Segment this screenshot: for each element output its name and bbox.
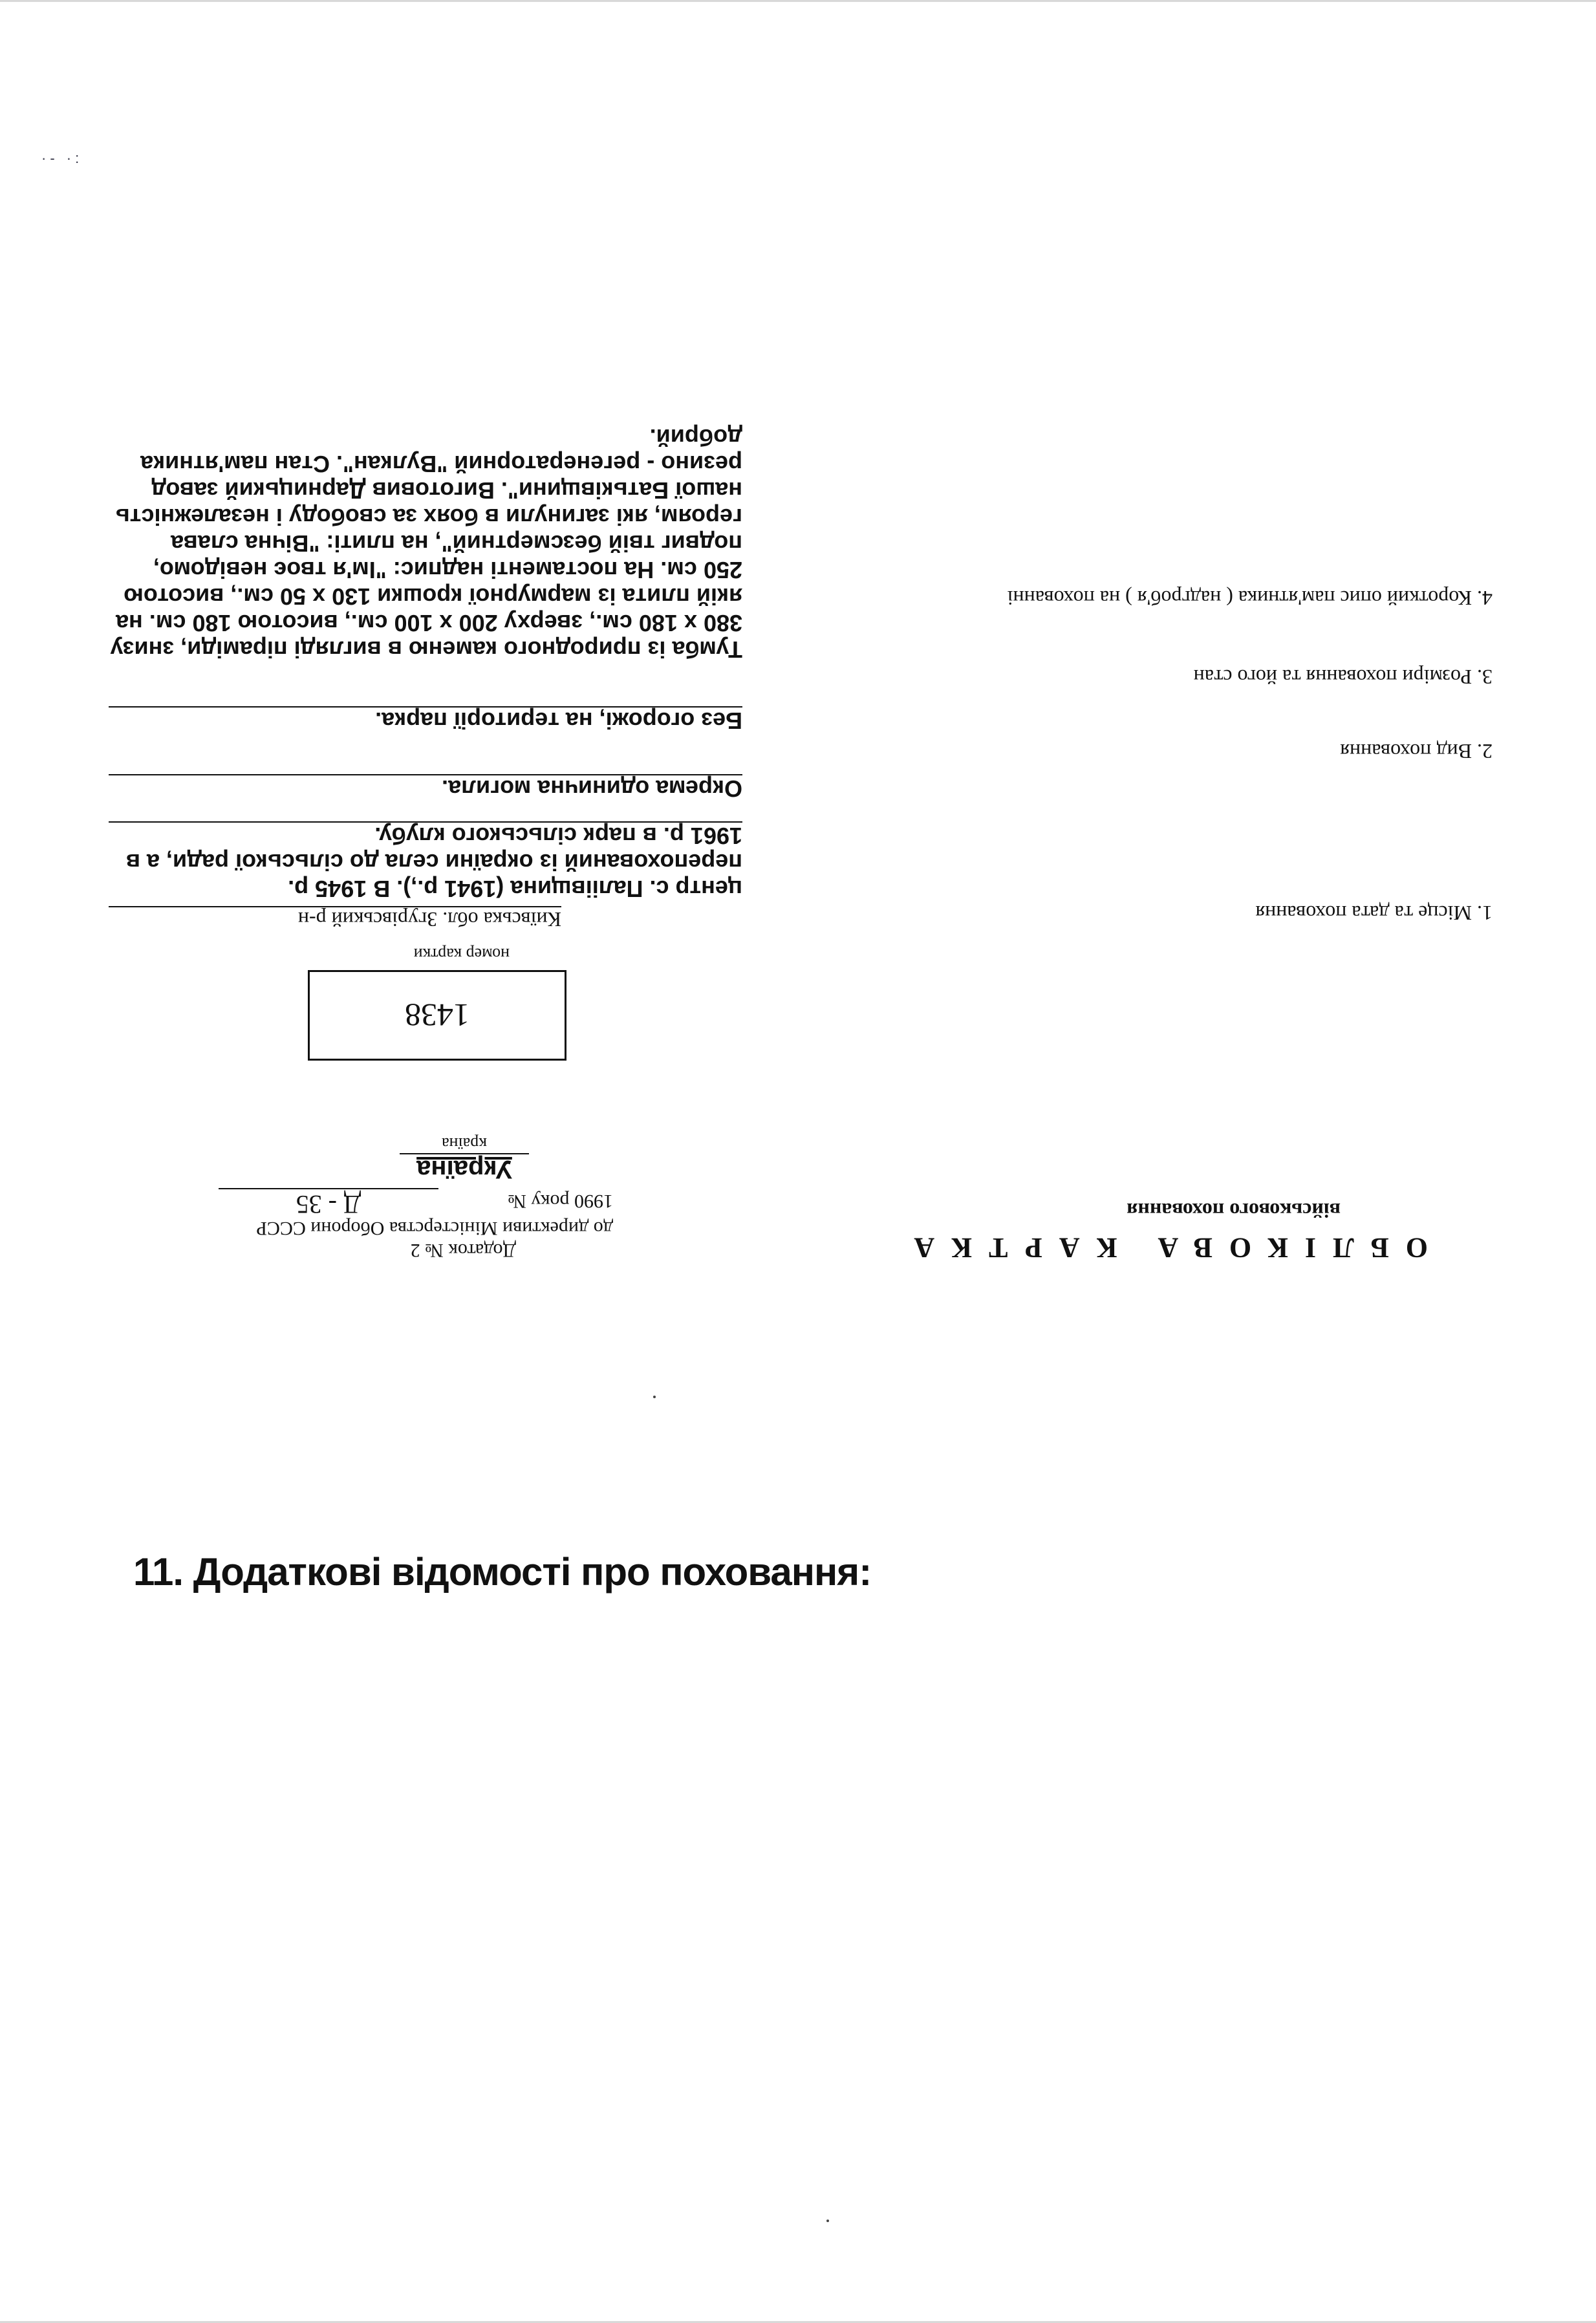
card-number: 1438 bbox=[405, 997, 469, 1033]
country-block bbox=[374, 1134, 555, 1183]
order-number-field bbox=[219, 1188, 438, 1220]
order-prefix: 1990 року № bbox=[508, 1191, 613, 1212]
card-number-box bbox=[308, 970, 566, 1061]
order-line bbox=[225, 1190, 613, 1219]
card-title: ОБЛІКОВА КАРТКА bbox=[897, 1232, 1428, 1264]
burial-size-label: 3. Розміри поховання та його стан bbox=[1193, 665, 1493, 689]
scan-speck bbox=[826, 2220, 829, 2222]
country-caption: країна bbox=[400, 1134, 529, 1154]
monument-description-value: Тумба із природного каменю в вигляді піраміди, знизу 380 х 180 см., зверху 200 х 100 см., висотою 180 см. на якій плита із мармурної крошки 130 х 50 см., висотою 250 см. На постаменті надпис: "Ім'я твоє невідомо, подвиг твій безсмертний", на плиті: "Вічна слава героям, які загинули в боях за свободу і незалежність нашої Батьківщини". Виготовив Дарницький завод резино - регенераторний "Вулкан". Стан пам'ятника добрий. bbox=[110, 424, 742, 663]
burial-size-value: Без огорожі, на території парка. bbox=[109, 706, 742, 734]
order-number: Д - 35 bbox=[296, 1190, 361, 1219]
card-number-caption: номер картки bbox=[413, 945, 510, 964]
district-value: Київська обл. Згурівський р-н bbox=[109, 906, 561, 931]
burial-type-value: Окрема одинична могила. bbox=[109, 774, 742, 802]
place-date-value-block bbox=[109, 821, 742, 902]
place-date-label: 1. Місце та дата поховання bbox=[1255, 902, 1493, 925]
appendix-line-2: до директиви Міністерства Оборони СССР bbox=[256, 1218, 613, 1239]
appendix-line-1: Додаток № 2 bbox=[410, 1240, 516, 1261]
scan-speck bbox=[653, 1396, 656, 1398]
place-date-value: центр с. Паліівщина (1941 р.,). В 1945 р. перепохований із окраїни села до сільської ради, а в 1961 р. в парк сільського клубу. bbox=[109, 821, 742, 902]
card-subtitle: військового поховання bbox=[1127, 1199, 1341, 1222]
burial-type-label: 2. Вид поховання bbox=[1340, 740, 1493, 763]
extra-info-heading: 11. Додаткові відомості про поховання: bbox=[133, 1550, 872, 1594]
burial-size-value-block bbox=[109, 706, 742, 734]
monument-description-value-block bbox=[96, 424, 742, 663]
burial-type-value-block bbox=[109, 774, 742, 802]
scan-specks: ·- ·: bbox=[41, 150, 83, 166]
monument-description-label: 4. Короткий опис пам'ятника ( надгроб'я ) на похованні bbox=[1007, 587, 1493, 610]
appendix-note bbox=[256, 1217, 613, 1261]
country-value: Україна bbox=[416, 1155, 512, 1183]
